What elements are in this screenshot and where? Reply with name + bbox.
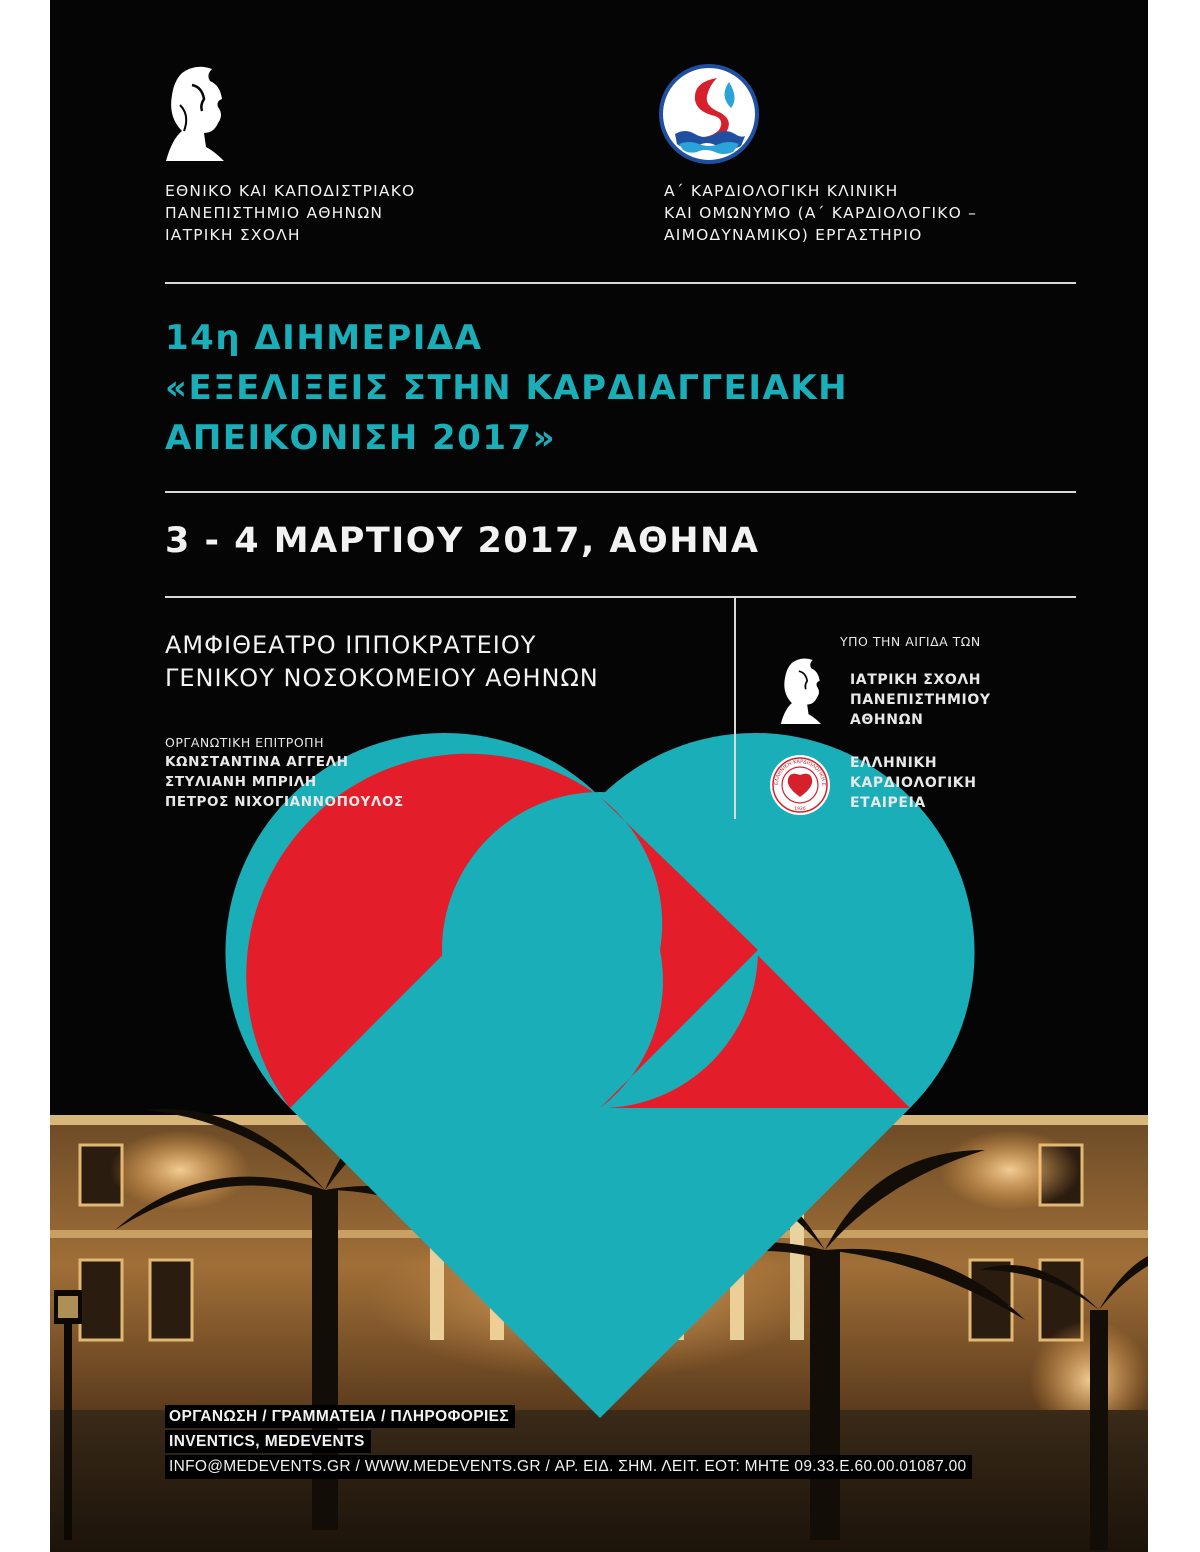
divider-middle (165, 491, 1076, 493)
divider-top (165, 282, 1076, 284)
venue: ΑΜΦΙΘΕΑΤΡΟ ΙΠΠΟΚΡΑΤΕΙΟΥ ΓΕΝΙΚΟΥ ΝΟΣΟΚΟΜΕΙΟΥ ΑΘΗΝΩΝ (165, 631, 599, 692)
left-institution-name: ΕΘΝΙΚΟ ΚΑΙ ΚΑΠΟΔΙΣΤΡΙΑΚΟ ΠΑΝΕΠΙΣΤΗΜΙΟ ΑΘΗΝΩΝ ΙΑΤΡΙΚΗ ΣΧΟΛΗ (165, 182, 416, 244)
event-title: 14η ΔΙΗΜΕΡΙΔΑ «ΕΞΕΛΙΞΕΙΣ ΣΤΗΝ ΚΑΡΔΙΑΓΓΕΙΑΚΗ ΑΠΕΙΚΟΝΙΣΗ 2017» (165, 318, 849, 458)
patron-cardiology-society: ΕΛΛΗΝΙΚΗ ΚΑΡΔΙΟΛΟΓΙΚΗ ΕΤΑΙΡΕΙΑ (850, 755, 977, 811)
patronage-label: ΥΠΟ ΤΗΝ ΑΙΓΙΔΑ ΤΩΝ (840, 634, 981, 649)
athena-head-small-icon (778, 656, 828, 728)
athena-head-logo-icon (162, 65, 234, 165)
footer-organizers: INVENTICS, MEDEVENTS (165, 1430, 371, 1453)
seal-text: ΕΛΛΗΝΙΚΗ ΚΑΡΔΙΟΛΟΓΙΚΗ Ε (773, 758, 827, 787)
cardiology-clinic-logo-icon (659, 64, 759, 164)
footer-organization-label: ΟΡΓΑΝΩΣΗ / ΓΡΑΜΜΑΤΕΙΑ / ΠΛΗΡΟΦΟΡΙΕΣ (165, 1405, 515, 1428)
committee-label: ΟΡΓΑΝΩΤΙΚΗ ΕΠΙΤΡΟΠΗ (165, 735, 324, 750)
event-date: 3 - 4 ΜΑΡΤΙΟΥ 2017, ΑΘΗΝΑ (165, 521, 760, 561)
seal-year: 1926 (794, 807, 806, 812)
poster (50, 0, 1148, 1552)
footer-contact: INFO@MEDEVENTS.GR / WWW.MEDEVENTS.GR / ΑΡ. ΕΙΔ. ΣΗΜ. ΛΕΙΤ. ΕΟΤ: ΜΗΤΕ 09.33.Ε.60.00.01087.00 (165, 1455, 972, 1479)
right-institution-name: Α΄ ΚΑΡΔΙΟΛΟΓΙΚΗ ΚΛΙΝΙΚΗ ΚΑΙ ΟΜΩΝΥΜΟ (Α΄ ΚΑΡΔΙΟΛΟΓΙΚΟ – ΑΙΜΟΔΥΝΑΜΙΚΟ) ΕΡΓΑΣΤΗΡΙΟ (664, 182, 978, 244)
committee-names: ΚΩΝΣΤΑΝΤΙΝΑ ΑΓΓΕΛΗ ΣΤΥΛΙΑΝΗ ΜΠΡΙΛΗ ΠΕΤΡΟΣ ΝΙΧΟΓΙΑΝΝΟΠΟΥΛΟΣ (165, 754, 404, 810)
vertical-divider (734, 597, 736, 819)
patron-medical-school: ΙΑΤΡΙΚΗ ΣΧΟΛΗ ΠΑΝΕΠΙΣΤΗΜΙΟΥ ΑΘΗΝΩΝ (850, 672, 991, 728)
hellenic-cardiology-society-seal-icon (768, 753, 832, 817)
divider-lower (165, 596, 1076, 598)
